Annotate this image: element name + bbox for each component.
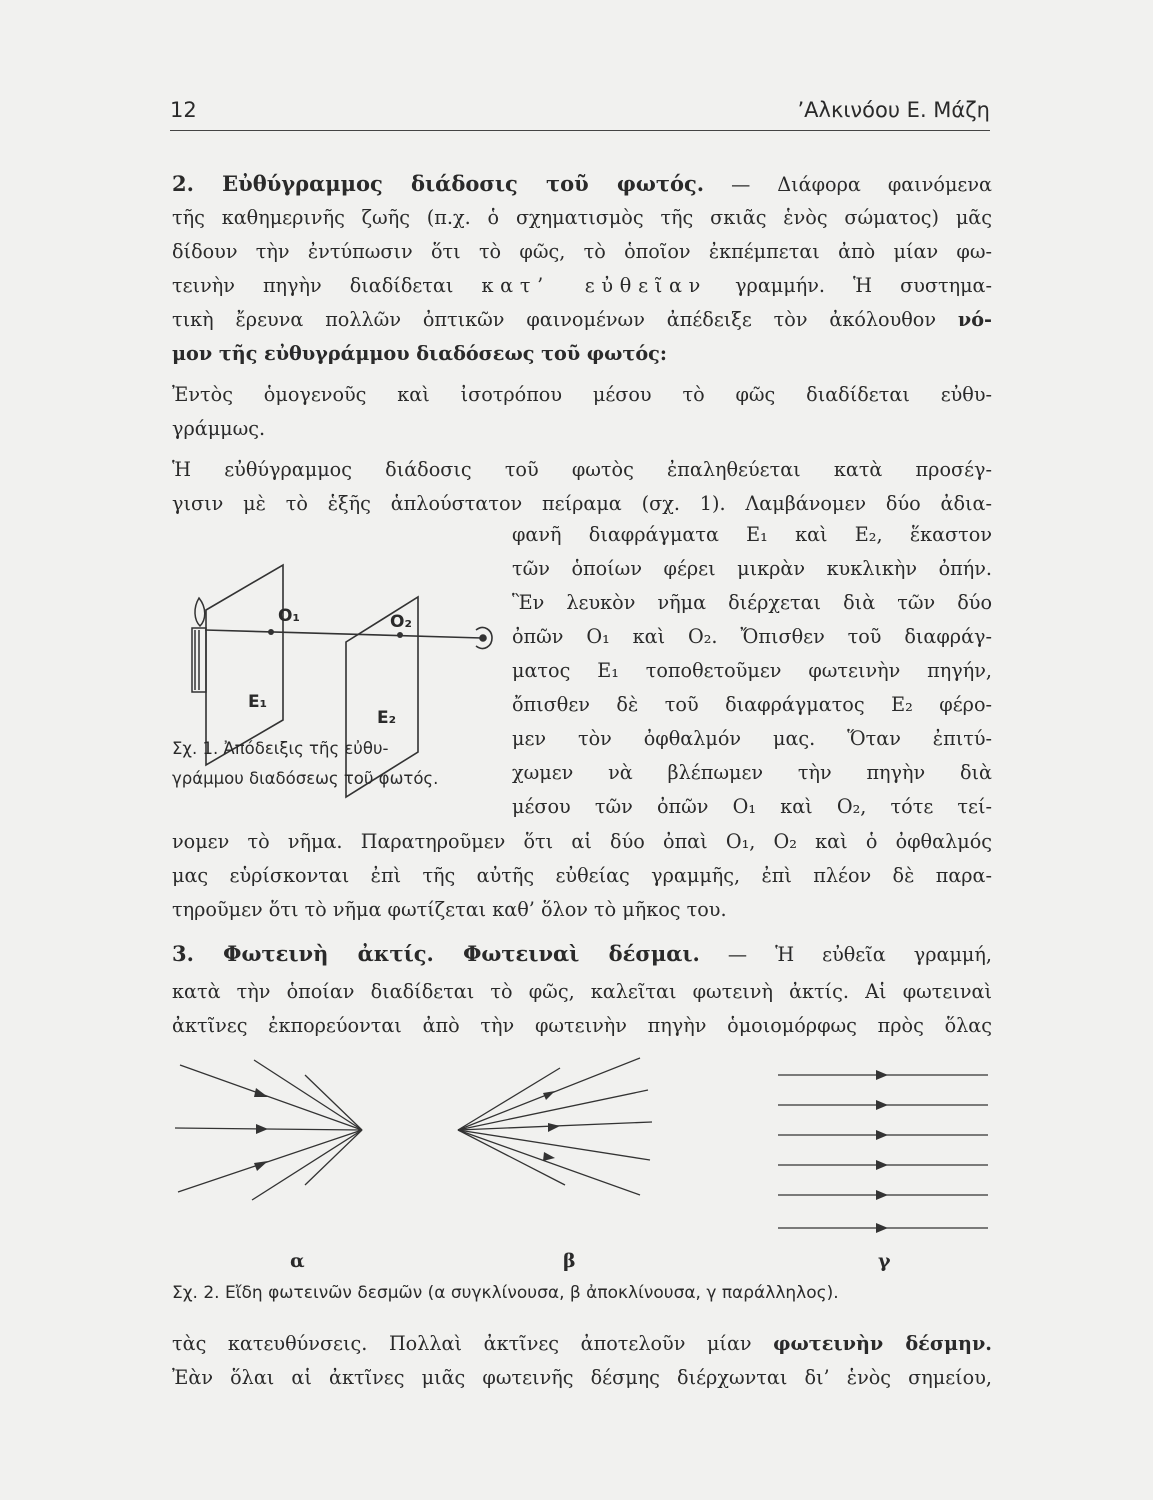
text-span: τικὴ ἔρευνα πολλῶν ὀπτικῶν φαινομένων ἀπέδειξε τὸν ἀκόλουθον xyxy=(172,308,937,331)
figure1-caption-line-2: γράμμου διαδόσεως τοῦ φωτός. xyxy=(172,769,439,788)
section3-line-1 xyxy=(172,940,992,969)
bold-text: φωτεινὴν δέσμην. xyxy=(773,1332,992,1355)
section3-line-4 xyxy=(172,1330,992,1358)
figure2-caption: Σχ. 2. Εἴδη φωτεινῶν δεσμῶν (α συγκλίνουσα, β ἀποκλίνουσα, γ παράλληλος). xyxy=(172,1283,839,1303)
section2-line-3: δίδουν τὴν ἐντύπωσιν ὅτι τὸ φῶς, τὸ ὁποῖον ἐκπέμπεται ἀπὸ μίαν φω- xyxy=(172,240,992,263)
section3-heading: 3. Φωτεινὴ ἀκτίς. Φωτειναὶ δέσμαι. xyxy=(172,941,700,966)
text-span: τεινὴν πηγὴν διαδίδεται xyxy=(172,274,454,297)
end-line-3: τηροῦμεν ὅτι τὸ νῆμα φωτίζεται καθ’ ὅλον τὸ μῆκος του. xyxy=(172,898,727,921)
end-line-1: νομεν τὸ νῆμα. Παρατηροῦμεν ὅτι αἱ δύο ὀπαὶ Ο₁, Ο₂ καὶ ὁ ὀφθαλμός xyxy=(172,830,992,853)
end-line-2: μας εὑρίσκονται ἐπὶ τῆς αὐτῆς εὐθείας γραμμῆς, ἐπὶ πλέον δὲ παρα- xyxy=(172,864,992,887)
right-line-4: ὀπῶν Ο₁ καὶ Ο₂. Ὄπισθεν τοῦ διαφράγ- xyxy=(512,625,992,648)
para2-line-1: Ἡ εὐθύγραμμος διάδοσις τοῦ φωτὸς ἐπαληθεύεται κατὰ προσέγ- xyxy=(172,458,992,481)
beam-parallel xyxy=(778,1075,988,1228)
hole-o2 xyxy=(397,632,403,638)
right-line-5: ματος Ε₁ τοποθετοῦμεν φωτεινὴν πηγήν, xyxy=(512,659,992,682)
light-source-icon xyxy=(192,598,206,692)
label-beta: β xyxy=(563,1250,576,1272)
label-o2: O₂ xyxy=(390,612,412,632)
arrowheads xyxy=(254,1070,888,1233)
right-line-1: φανῆ διαφράγματα Ε₁ καὶ Ε₂, ἕκαστον xyxy=(512,523,992,546)
law-line-2: γράμμως. xyxy=(172,417,266,440)
law-line-1: Ἐντὸς ὁμογενοῦς καὶ ἰσοτρόπου μέσου τὸ φῶς διαδίδεται εὐθυ- xyxy=(172,383,992,406)
right-line-7: μεν τὸν ὀφθαλμόν μας. Ὅταν ἐπιτύ- xyxy=(512,727,992,750)
bold-text: νό- xyxy=(957,308,992,331)
thread-line xyxy=(205,630,482,638)
text-span: τὰς κατευθύνσεις. Πολλαὶ ἀκτῖνες ἀποτελοῦν μίαν xyxy=(172,1332,752,1355)
section3-line-5: Ἐὰν ὅλαι αἱ ἀκτῖνες μιᾶς φωτεινῆς δέσμης διέρχωνται δι’ ἑνὸς σημείου, xyxy=(172,1366,992,1389)
section2-line-2: τῆς καθημερινῆς ζωῆς (π.χ. ὁ σχηματισμὸς τῆς σκιᾶς ἑνὸς σώματος) μᾶς xyxy=(172,206,992,229)
para2-line-2: γισιν μὲ τὸ ἑξῆς ἁπλούστατον πείραμα (σχ. 1). Λαμβάνομεν δύο ἀδια- xyxy=(172,492,992,515)
text-span: — Ἡ εὐθεῖα γραμμή, xyxy=(727,943,992,966)
right-line-3: Ἓν λευκὸν νῆμα διέρχεται διὰ τῶν δύο xyxy=(512,591,992,614)
spaced-text: κατ’ εὐθεῖαν xyxy=(481,274,708,297)
text-span: γραμμήν. Ἡ συστημα- xyxy=(735,274,992,297)
right-line-9: μέσου τῶν ὀπῶν Ο₁ καὶ Ο₂, τότε τεί- xyxy=(512,795,992,818)
right-line-2: τῶν ὁποίων φέρει μικρὰν κυκλικὴν ὀπήν. xyxy=(512,557,992,580)
section2-heading: 2. Εὐθύγραμμος διάδοσις τοῦ φωτός. xyxy=(172,171,705,196)
label-gamma: γ xyxy=(878,1250,891,1272)
right-line-8: χωμεν νὰ βλέπωμεν τὴν πηγὴν διὰ xyxy=(512,761,992,784)
beam-converging xyxy=(175,1060,362,1200)
page-number: 12 xyxy=(170,98,197,122)
right-line-6: ὄπισθεν δὲ τοῦ διαφράγματος Ε₂ φέρο- xyxy=(512,693,992,716)
label-e1: E₁ xyxy=(248,692,268,712)
label-alpha: α xyxy=(290,1250,305,1272)
section3-line-3: ἀκτῖνες ἐκπορεύονται ἀπὸ τὴν φωτεινὴν πηγὴν ὁμοιομόρφως πρὸς ὅλας xyxy=(172,1014,992,1037)
section3-line-2: κατὰ τὴν ὁποίαν διαδίδεται τὸ φῶς, καλεῖται φωτεινὴ ἀκτίς. Αἱ φωτειναὶ xyxy=(172,980,992,1003)
label-e2: E₂ xyxy=(377,708,397,728)
text-span: — Διάφορα φαινόμενα xyxy=(731,173,992,196)
hole-o1 xyxy=(268,629,274,635)
label-o1: O₁ xyxy=(278,606,300,626)
section2-line-6: μον τῆς εὐθυγράμμου διαδόσεως τοῦ φωτός: xyxy=(172,342,667,365)
figure1-caption-line-1: Σχ. 1. Ἀπόδειξις τῆς εὐθυ- xyxy=(172,739,389,758)
running-title: ’Αλκινόου Ε. Μάζη xyxy=(797,98,990,122)
